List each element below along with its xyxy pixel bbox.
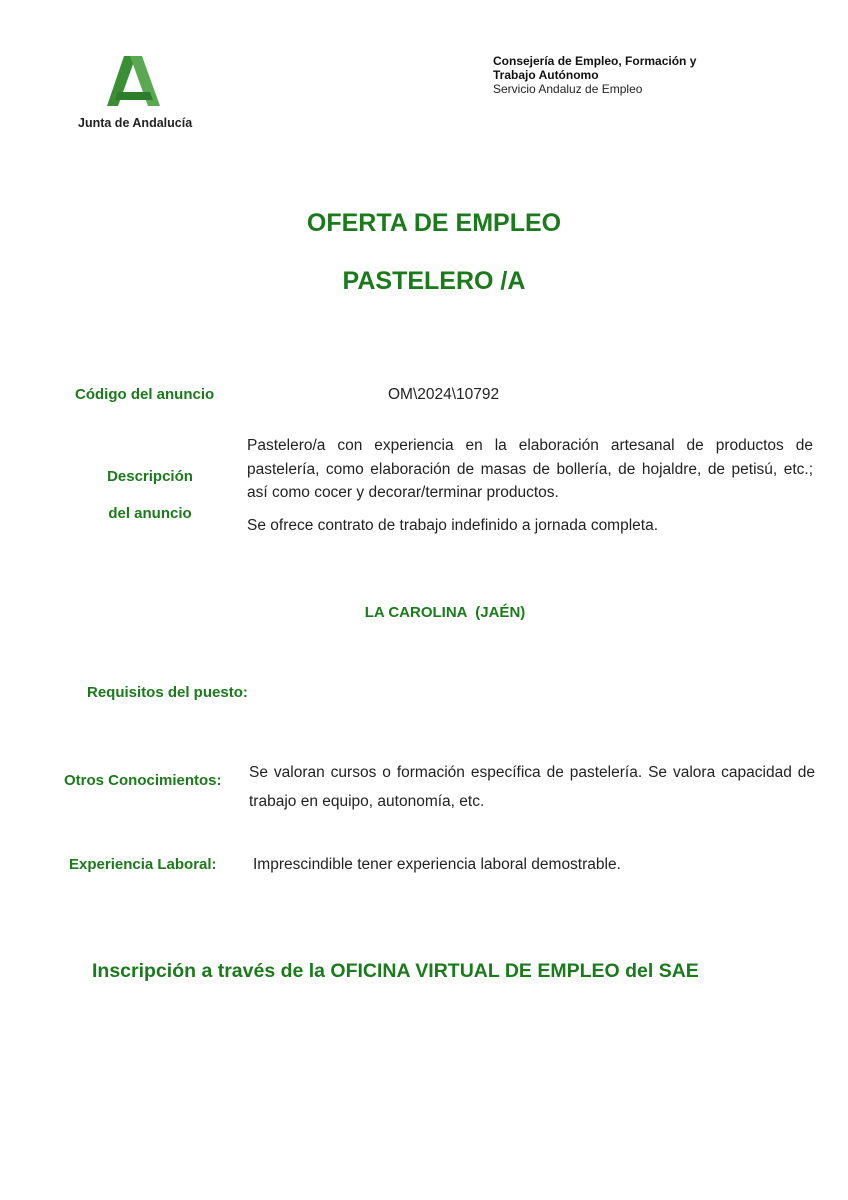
requirements-label: Requisitos del puesto: — [87, 684, 248, 701]
registration-note: Inscripción a través de la OFICINA VIRTUAL DE EMPLEO del SAE — [92, 960, 699, 982]
service-name: Servicio Andaluz de Empleo — [493, 82, 643, 96]
location: LA CAROLINA (JAÉN) — [364, 604, 526, 621]
junta-andalucia-logo-icon — [104, 56, 162, 110]
offer-title: OFERTA DE EMPLEO — [306, 209, 562, 237]
experience-label: Experiencia Laboral: — [69, 856, 217, 873]
code-value: OM\2024\10792 — [388, 386, 500, 403]
other-knowledge-label: Otros Conocimientos: — [64, 772, 222, 789]
department-line-2: Trabajo Autónomo — [493, 68, 599, 82]
offer-position: PASTELERO /A — [342, 267, 526, 295]
description-text: Pastelero/a con experiencia en la elaboración artesanal de productos de pastelería, como elaboración de masas de bollería, de hojaldre, de petisú, etc.; así como cocer y decorar/terminar productos. — [247, 437, 813, 501]
other-knowledge-text: Se valoran cursos o formación específica de pastelería. Se valora capacidad de trabajo en equipo, autonomía, etc. — [249, 764, 815, 810]
department-block — [493, 54, 696, 96]
description-label-line-2: del anuncio — [108, 505, 192, 522]
description-label — [95, 458, 205, 532]
org-name: Junta de Andalucía — [78, 116, 193, 130]
code-label: Código del anuncio — [75, 386, 215, 403]
experience-text: Imprescindible tener experiencia laboral demostrable. — [253, 856, 621, 873]
description-label-line-1: Descripción — [107, 468, 193, 485]
department-line-1: Consejería de Empleo, Formación y — [493, 54, 697, 68]
contract-text: Se ofrece contrato de trabajo indefinido a jornada completa. — [247, 517, 659, 534]
